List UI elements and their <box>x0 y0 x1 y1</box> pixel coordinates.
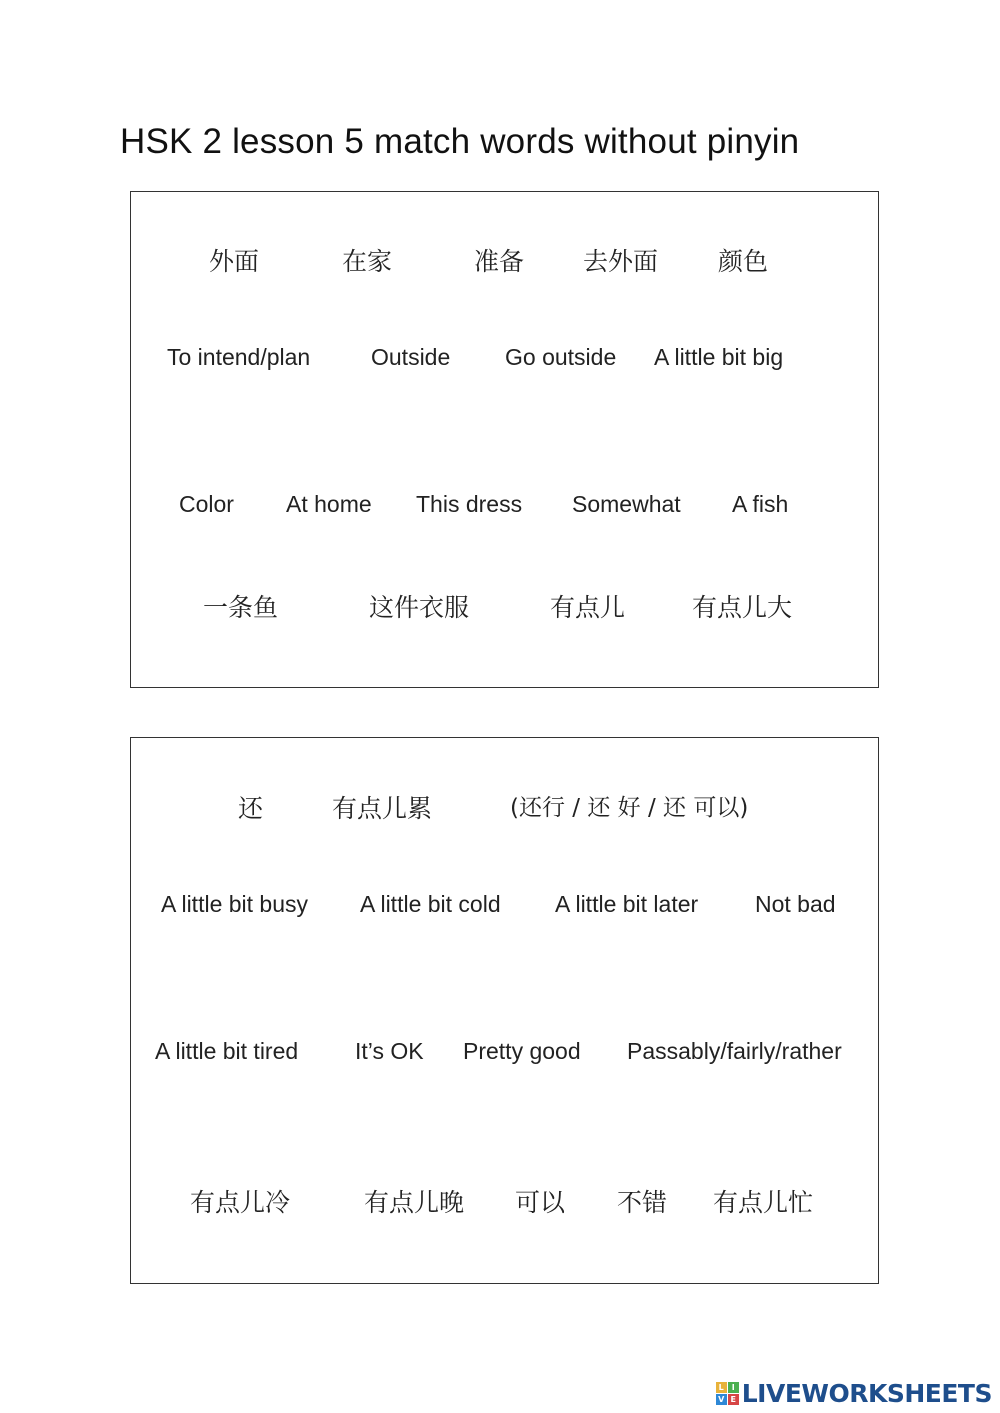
logo-text: LIVEWORKSHEETS <box>741 1379 992 1408</box>
word-chinese[interactable]: 有点儿忙 <box>713 1188 814 1217</box>
word-chinese[interactable]: 外面 <box>209 247 260 276</box>
liveworksheets-logo-icon <box>716 1382 739 1405</box>
word-english[interactable]: To intend/plan <box>167 344 311 370</box>
word-chinese[interactable]: 有点儿累 <box>332 794 433 823</box>
word-chinese[interactable]: 还 <box>238 794 264 823</box>
word-chinese[interactable]: 有点儿 <box>550 593 626 622</box>
word-english[interactable]: Passably/fairly/rather <box>627 1038 842 1064</box>
word-english[interactable]: It’s OK <box>355 1038 424 1064</box>
word-english[interactable]: A little bit big <box>654 344 784 370</box>
word-chinese[interactable]: 有点儿大 <box>692 593 793 622</box>
word-english[interactable]: A little bit busy <box>161 891 309 917</box>
word-chinese[interactable]: 颜色 <box>718 247 769 276</box>
liveworksheets-logo <box>716 1379 992 1408</box>
word-chinese[interactable]: 有点儿冷 <box>190 1188 291 1217</box>
word-english[interactable]: A little bit tired <box>155 1038 299 1064</box>
word-english[interactable]: A fish <box>732 491 789 517</box>
word-english[interactable]: Somewhat <box>572 491 681 517</box>
word-chinese-variants[interactable]: (还行 / 还 好 / 还 可以) <box>510 795 749 821</box>
logo-letter: E <box>728 1394 739 1405</box>
word-english[interactable]: Pretty good <box>463 1038 581 1064</box>
word-english[interactable]: This dress <box>416 491 523 517</box>
word-english[interactable]: Go outside <box>505 344 617 370</box>
word-english[interactable]: Color <box>179 491 234 517</box>
word-english[interactable]: At home <box>286 491 372 517</box>
word-english[interactable]: Outside <box>371 344 451 370</box>
word-english[interactable]: A little bit cold <box>360 891 501 917</box>
worksheet-title: HSK 2 lesson 5 match words without pinyin <box>120 122 800 161</box>
word-chinese[interactable]: 去外面 <box>583 247 659 276</box>
word-chinese[interactable]: 这件衣服 <box>369 593 470 622</box>
logo-letter: L <box>716 1382 727 1393</box>
word-chinese[interactable]: 在家 <box>342 247 393 276</box>
word-chinese[interactable]: 有点儿晚 <box>364 1188 465 1217</box>
word-english[interactable]: Not bad <box>755 891 836 917</box>
word-chinese[interactable]: 不错 <box>617 1188 668 1217</box>
word-chinese[interactable]: 准备 <box>474 247 525 276</box>
logo-letter: I <box>728 1382 739 1393</box>
word-chinese[interactable]: 可以 <box>515 1188 566 1217</box>
logo-letter: V <box>716 1394 727 1405</box>
word-english[interactable]: A little bit later <box>555 891 699 917</box>
word-chinese[interactable]: 一条鱼 <box>203 593 279 622</box>
